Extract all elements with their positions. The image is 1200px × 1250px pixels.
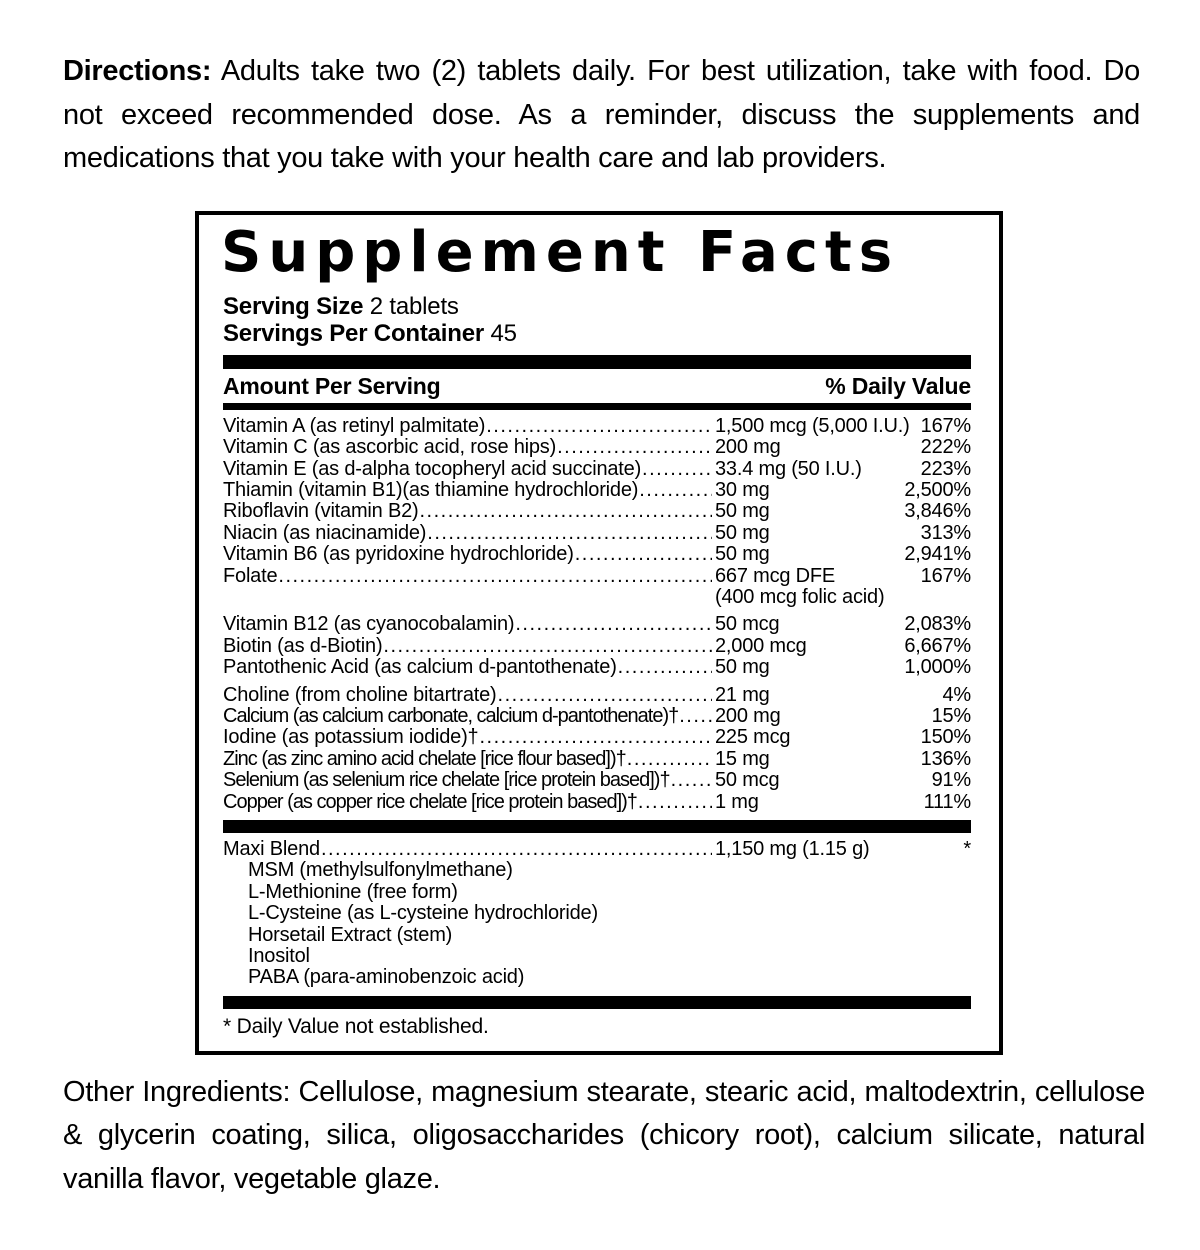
nutrient-name-cell: [223, 437, 715, 458]
nutrient-row: [223, 459, 971, 480]
nutrient-name-cell: [223, 657, 715, 678]
dot-leader: [557, 437, 712, 458]
nutrient-name: Iodine (as potassium iodide)†: [223, 727, 479, 749]
nutrient-row: [223, 416, 971, 437]
nutrient-name: Riboflavin (vitamin B2): [223, 501, 419, 523]
nutrient-name-cell: [223, 480, 715, 501]
dot-leader: [639, 480, 712, 501]
nutrient-row: [223, 566, 971, 587]
dot-leader: [486, 416, 712, 437]
nutrient-name-cell: [223, 566, 715, 587]
nutrient-row: [223, 636, 971, 657]
dot-leader: [642, 459, 712, 480]
nutrient-name: Choline (from choline bitartrate): [223, 684, 497, 706]
nutrient-amount: 1,150 mg (1.15 g): [715, 838, 870, 860]
other-ingredients-body: Cellulose, magnesium stearate, stearic acid, maltodextrin, cellulose & glycerin coating, silica, oligosaccharides (chicory root), calcium silicate, natural vanilla flavor, vegetable glaze.: [63, 1075, 1146, 1195]
nutrient-name: Zinc (as zinc amino acid chelate [rice flour based])†: [223, 748, 626, 770]
nutrient-amount: 21 mg: [715, 683, 770, 706]
nutrient-daily-value: 2,941%: [904, 543, 971, 566]
nutrient-name: Niacin (as niacinamide): [223, 522, 427, 544]
other-ingredients-text: [63, 1071, 1145, 1202]
blend-ingredient: Inositol: [248, 945, 310, 968]
nutrient-row: [223, 839, 971, 860]
nutrient-amount: 200 mg: [715, 704, 781, 727]
pre-blend-divider-bar: [223, 820, 971, 833]
blend-ingredient: PABA (para-aminobenzoic acid): [248, 966, 525, 989]
nutrient-name: Vitamin B6 (as pyridoxine hydrochloride): [223, 544, 574, 566]
nutrient-name: Vitamin E (as d-alpha tocopheryl acid succinate): [223, 458, 642, 480]
nutrient-name-cell: [223, 839, 715, 860]
nutrient-daily-value: 2,500%: [904, 478, 971, 501]
servings-per-container-value: 45: [484, 320, 517, 348]
dot-leader: [679, 706, 712, 727]
nutrient-daily-value: *: [963, 838, 971, 860]
nutrient-daily-value: 2,083%: [904, 613, 971, 636]
servings-per-container-line: [223, 320, 971, 347]
nutrient-amount: (400 mcg folic acid): [715, 585, 885, 608]
directions-text: [63, 50, 1140, 181]
dot-leader: [638, 792, 712, 813]
nutrient-daily-value: 167%: [920, 564, 971, 587]
nutrient-row: [223, 587, 971, 608]
nutrient-name-cell: [223, 727, 715, 748]
nutrient-daily-value: 3,846%: [904, 500, 971, 523]
nutrient-amount: 30 mg: [715, 478, 770, 501]
dot-leader: [671, 770, 712, 791]
nutrient-amount: 50 mcg: [715, 769, 780, 792]
nutrient-row: [223, 657, 971, 678]
nutrient-row: [223, 727, 971, 748]
nutrient-daily-value: 91%: [931, 769, 971, 792]
panel-title: Supplement Facts: [221, 219, 900, 285]
nutrient-amount: 1 mg: [715, 790, 759, 813]
nutrient-name-cell: [223, 523, 715, 544]
nutrient-name-cell: [223, 614, 715, 635]
nutrient-amount: 667 mcg DFE: [715, 564, 836, 587]
amount-per-serving-header: Amount Per Serving: [223, 372, 441, 399]
nutrient-amount: 50 mg: [715, 543, 770, 566]
nutrient-name: Biotin (as d-Biotin): [223, 635, 383, 657]
nutrient-name-cell: [223, 770, 715, 791]
blend-ingredient: MSM (methylsulfonylmethane): [248, 859, 513, 882]
nutrient-amount: 2,000 mcg: [715, 634, 807, 657]
nutrient-row: [223, 614, 971, 635]
dot-leader: [383, 636, 712, 657]
nutrient-daily-value: 15%: [931, 704, 971, 727]
nutrient-daily-value: 150%: [920, 726, 971, 749]
daily-value-header: % Daily Value: [825, 372, 971, 399]
nutrient-name-cell: [223, 501, 715, 522]
blend-ingredient: L-Methionine (free form): [248, 880, 458, 903]
dot-leader: [575, 544, 712, 565]
nutrient-amount: 50 mg: [715, 500, 770, 523]
nutrient-row: [223, 523, 971, 544]
nutrient-daily-value: 222%: [920, 436, 971, 459]
nutrient-name: Folate: [223, 565, 278, 587]
blend-row-container: [223, 833, 971, 860]
dot-leader: [627, 749, 712, 770]
nutrient-amount: 225 mcg: [715, 726, 791, 749]
nutrient-amount: 50 mg: [715, 521, 770, 544]
nutrient-name-cell: [223, 749, 715, 770]
nutrient-daily-value: 167%: [920, 414, 971, 437]
nutrient-name: Thiamin (vitamin B1)(as thiamine hydrochloride): [223, 479, 639, 501]
nutrient-name: Vitamin B12 (as cyanocobalamin): [223, 614, 515, 636]
nutrient-amount: 200 mg: [715, 436, 781, 459]
nutrient-amount: 50 mcg: [715, 613, 780, 636]
nutrient-amount: 50 mg: [715, 656, 770, 679]
nutrient-name: Vitamin A (as retinyl palmitate): [223, 415, 486, 437]
nutrient-row: [223, 749, 971, 770]
nutrient-row: [223, 501, 971, 522]
nutrient-name-cell: [223, 706, 715, 727]
nutrient-row: [223, 770, 971, 791]
serving-size-label: Serving Size: [223, 292, 364, 320]
serving-size-line: [223, 293, 971, 320]
nutrient-daily-value: 313%: [920, 521, 971, 544]
servings-per-container-label: Servings Per Container: [223, 320, 485, 348]
daily-value-footnote: * Daily Value not established.: [223, 1014, 489, 1038]
nutrient-name-cell: [223, 636, 715, 657]
nutrient-daily-value: 136%: [920, 747, 971, 770]
dot-leader: [498, 685, 712, 706]
nutrient-name-cell: [223, 685, 715, 706]
nutrient-name: Selenium (as selenium rice chelate [rice protein based])†: [223, 770, 670, 792]
blend-items: [223, 860, 971, 988]
column-header-row: [223, 369, 971, 403]
dot-leader: [479, 727, 712, 748]
nutrient-daily-value: 223%: [920, 457, 971, 480]
dot-leader: [419, 501, 712, 522]
nutrient-row: [223, 706, 971, 727]
supplement-facts-panel: [195, 211, 1003, 1055]
serving-size-value: 2 tablets: [363, 292, 459, 320]
dot-leader: [278, 566, 712, 587]
dot-leader: [618, 657, 712, 678]
nutrient-name-cell: [223, 459, 715, 480]
nutrient-name-cell: [223, 544, 715, 565]
nutrient-row: [223, 480, 971, 501]
nutrient-row: [223, 685, 971, 706]
blend-ingredient: Horsetail Extract (stem): [248, 923, 453, 946]
top-divider-bar: [223, 355, 971, 369]
nutrient-name: Vitamin C (as ascorbic acid, rose hips): [223, 437, 557, 459]
nutrient-rows: [223, 410, 971, 813]
nutrient-daily-value: 4%: [942, 683, 971, 706]
nutrient-row: [223, 437, 971, 458]
dot-leader: [515, 614, 712, 635]
nutrient-name: Calcium (as calcium carbonate, calcium d-pantothenate)†: [223, 705, 679, 727]
nutrient-daily-value: 1,000%: [904, 656, 971, 679]
nutrient-name-cell: [223, 416, 715, 437]
nutrient-amount: 1,500 mcg (5,000 I.U.): [715, 414, 910, 437]
directions-label: Directions:: [63, 55, 212, 87]
nutrient-row: [223, 792, 971, 813]
nutrient-amount: 15 mg: [715, 747, 770, 770]
dot-leader: [321, 839, 712, 860]
nutrient-daily-value: 111%: [923, 790, 971, 813]
nutrient-row: [223, 544, 971, 565]
header-underline-bar: [223, 403, 971, 410]
nutrient-daily-value: 6,667%: [904, 634, 971, 657]
nutrient-amount: 33.4 mg (50 I.U.): [715, 457, 862, 480]
post-blend-divider-bar: [223, 996, 971, 1009]
nutrient-name: Maxi Blend: [223, 839, 320, 860]
dot-leader: [427, 523, 712, 544]
other-ingredients-label: Other Ingredients:: [63, 1075, 291, 1108]
directions-body: Adults take two (2) tablets daily. For best utilization, take with food. Do not exceed recommended dose. As a reminder, discuss the supplements and medications that you take with your health care and lab providers.: [63, 55, 1140, 174]
nutrient-name: Copper (as copper rice chelate [rice protein based])†: [223, 791, 637, 813]
nutrient-name: Pantothenic Acid (as calcium d-pantothenate): [223, 657, 617, 679]
blend-ingredient: L-Cysteine (as L-cysteine hydrochloride): [248, 902, 598, 925]
nutrient-name-cell: [223, 792, 715, 813]
